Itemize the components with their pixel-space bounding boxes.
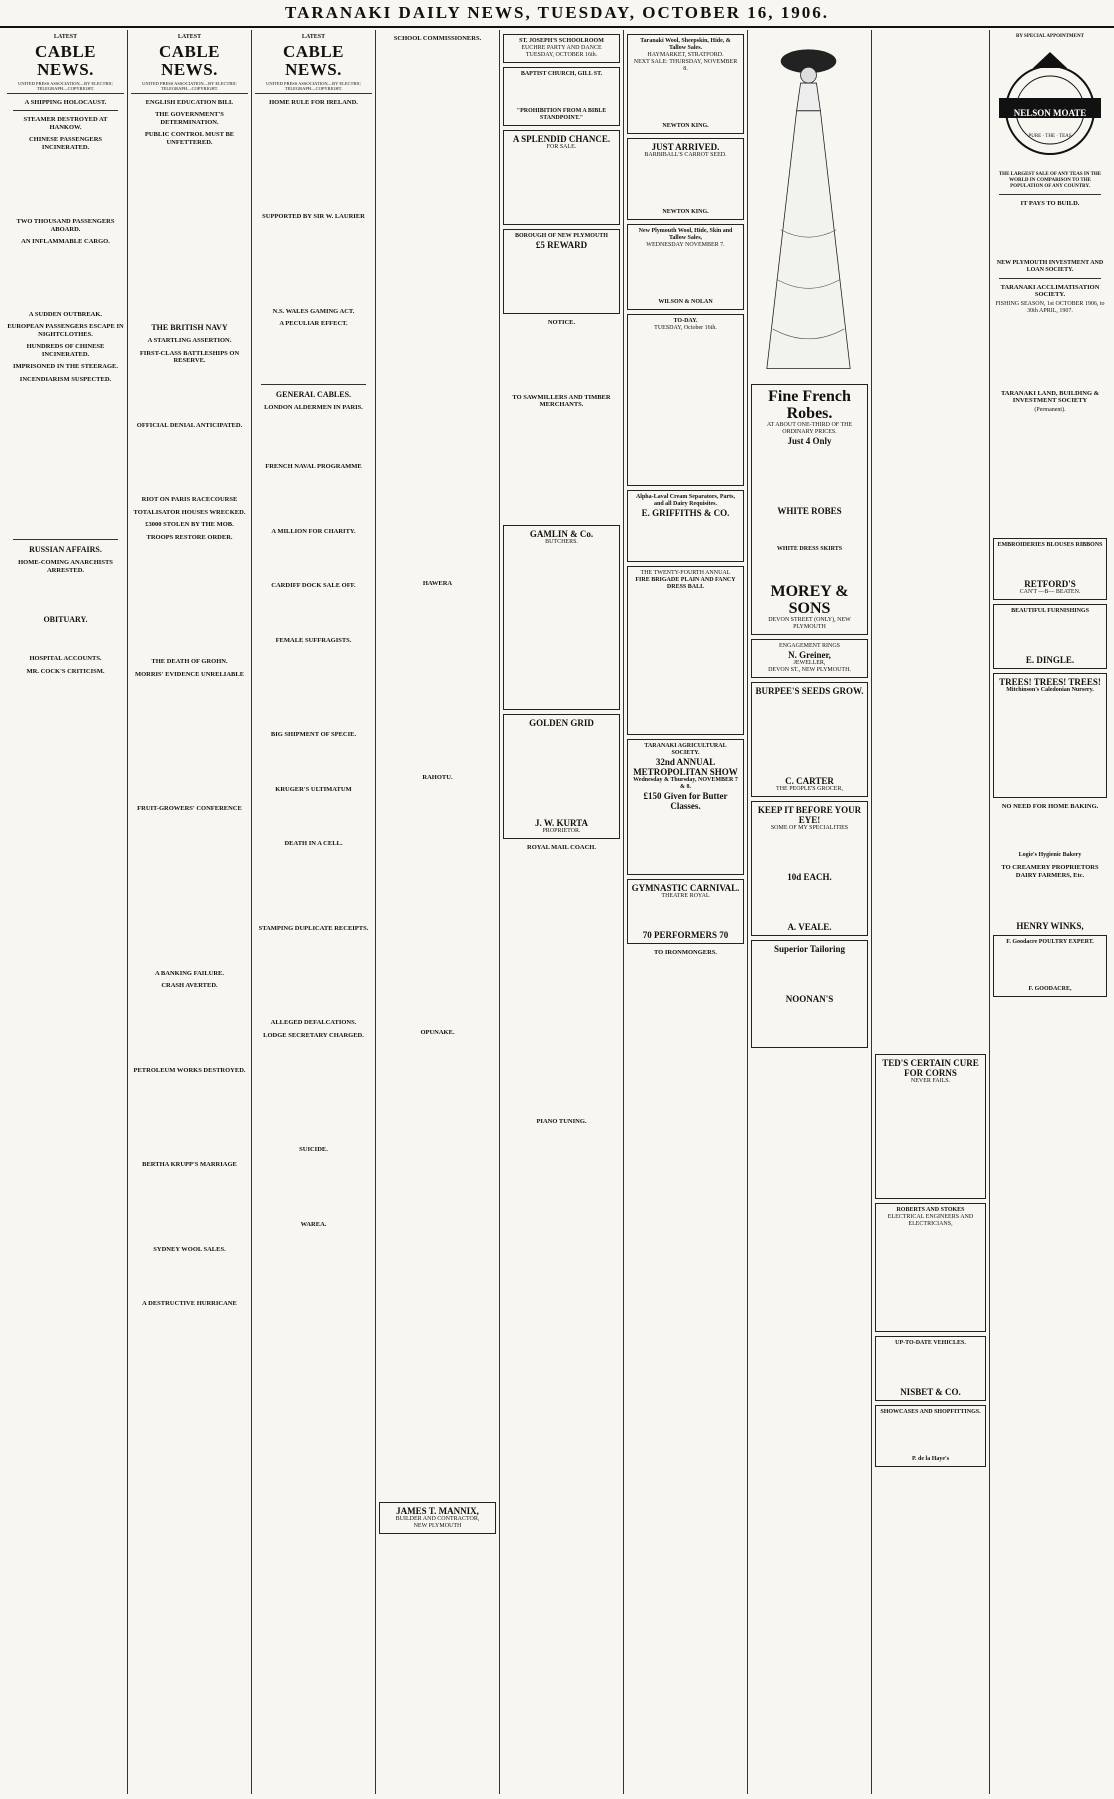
headline: CARDIFF DOCK SALE OFF. xyxy=(271,582,356,590)
advert-golden-grid xyxy=(503,714,620,839)
advert-title: JUST ARRIVED. xyxy=(651,142,720,152)
advert-text: THEATRE ROYAL xyxy=(661,893,710,899)
headline: SCHOOL COMMISSIONERS. xyxy=(393,35,482,42)
advert-text: 70 PERFORMERS 70 xyxy=(642,930,729,940)
advert-title: Alpha-Laval Cream Separators, Parts, and all Dairy Requisites. xyxy=(635,494,736,507)
article-body xyxy=(131,1076,248,1156)
advert-body xyxy=(755,882,864,922)
advert-body xyxy=(631,518,740,558)
advert-text: BARBIBALL'S CARROT SEED. xyxy=(644,152,727,158)
article-body xyxy=(131,1255,248,1295)
advert-body xyxy=(755,1004,864,1044)
article-body xyxy=(255,934,372,1014)
article-body xyxy=(7,153,124,213)
headline: BERTHA KRUPP'S MARRIAGE xyxy=(142,1161,237,1169)
advert-body xyxy=(755,954,864,994)
headline: STEAMER DESTROYED AT HANKOW. xyxy=(23,116,108,131)
advert-title: BURPEE'S SEEDS GROW. xyxy=(755,686,864,696)
column-1 xyxy=(4,30,128,1794)
headline: HAWERA xyxy=(422,579,453,587)
advert-title: SHOWCASES AND SHOPFITTINGS. xyxy=(880,1409,981,1415)
advert-text: FOR SALE. xyxy=(546,144,577,150)
article-body xyxy=(255,223,372,303)
advert-dingle xyxy=(993,604,1107,669)
headline: ALLEGED DEFALCATIONS. xyxy=(270,1019,357,1027)
advert-text: AT ABOUT ONE-THIRD OF THE ORDINARY PRICES. xyxy=(766,422,853,435)
headline: HOME-COMING ANARCHISTS ARRESTED. xyxy=(18,559,113,574)
advert-body xyxy=(755,553,864,583)
advert-body xyxy=(755,832,864,872)
article-body xyxy=(7,248,124,306)
headline: HOSPITAL ACCOUNTS. xyxy=(29,655,102,663)
headline: WAREA. xyxy=(300,1220,327,1228)
headline: FRENCH NAVAL PROGRAMME xyxy=(265,463,362,471)
headline: HOME RULE FOR IRELAND. xyxy=(269,98,358,106)
advert-text: HAYMARKET, STRATFORD. xyxy=(647,52,724,58)
advert-title: BEAUTIFUL FURNISHINGS xyxy=(1011,607,1089,614)
advert-title: TARANAKI AGRICULTURAL SOCIETY. xyxy=(644,743,727,756)
advert-body xyxy=(993,210,1107,260)
divider xyxy=(13,539,118,540)
headline: INCENDIARISM SUSPECTED. xyxy=(19,375,112,383)
column-title: CABLE NEWS. xyxy=(282,41,345,79)
headline: A PECULIAR EFFECT. xyxy=(279,320,348,328)
advert-body xyxy=(997,946,1103,986)
advert-title: BAPTIST CHURCH, GILL ST. xyxy=(520,71,603,77)
advert-body xyxy=(755,516,864,546)
headline: THE GOVERNMENT'S DETERMINATION. xyxy=(155,111,224,126)
advert-gymnastic-carnival xyxy=(627,879,744,944)
article-body xyxy=(379,784,496,1024)
column-2 xyxy=(128,30,252,1794)
column-5 xyxy=(500,30,624,1794)
advert-text: HENRY WINKS, xyxy=(1016,921,1084,931)
advert-text: NEWTON KING. xyxy=(662,123,709,129)
headline: FIRST-CLASS BATTLESHIPS ON RESERVE. xyxy=(139,349,240,365)
article-body xyxy=(255,108,372,208)
advert-text: C. CARTER xyxy=(785,776,834,786)
advert-title: ROBERTS AND STOKES xyxy=(896,1207,965,1213)
column-kicker: LATEST xyxy=(53,34,78,40)
advert-body xyxy=(755,446,864,506)
advert-body xyxy=(755,696,864,776)
headline: STAMPING DUPLICATE RECEIPTS. xyxy=(258,924,369,932)
headline: AN INFLAMMABLE CARGO. xyxy=(21,238,110,246)
headline: TWO THOUSAND PASSENGERS ABOARD. xyxy=(16,218,115,233)
advert-euchre xyxy=(503,34,620,63)
headline: THE DEATH OF GROHN. xyxy=(151,658,228,666)
advert-agricultural-show xyxy=(627,739,744,875)
advert-text: DEVON STREET (ONLY), NEW PLYMOUTH xyxy=(768,617,851,630)
advert-title: TARANAKI ACCLIMATISATION SOCIETY. xyxy=(1000,283,1100,298)
advert-title: A SPLENDID CHANCE. xyxy=(512,134,611,144)
advert-teds-cure xyxy=(875,1054,986,1199)
advert-body xyxy=(997,615,1103,655)
advert-text: A. VEALE. xyxy=(787,922,832,932)
headline: CHINESE PASSENGERS INCINERATED. xyxy=(28,136,103,151)
advert-text: EUCHRE PARTY AND DANCE xyxy=(521,45,602,51)
advert-body xyxy=(507,151,616,221)
advert-splendid-chance xyxy=(503,130,620,225)
advert-title: GYMNASTIC CARNIVAL. xyxy=(631,883,740,893)
advert-keep-it xyxy=(751,801,868,936)
columns xyxy=(4,30,1110,1794)
advert-title: NOTICE. xyxy=(547,319,576,326)
advert-text: 10d EACH. xyxy=(787,872,832,882)
article-body xyxy=(255,1156,372,1216)
column-6 xyxy=(624,30,748,1794)
headline: A SHIPPING HOLOCAUST. xyxy=(24,98,107,106)
column-title: CABLE NEWS. xyxy=(34,41,97,79)
advert-text: RETFORD'S xyxy=(1024,578,1076,589)
headline: TROOPS RESTORE ORDER. xyxy=(146,533,233,541)
advert-text: Just 4 Only xyxy=(787,436,832,446)
advert-wool-sales xyxy=(627,34,744,134)
advert-text: SOME OF MY SPECIALITIES xyxy=(770,825,849,831)
article-body xyxy=(7,385,124,535)
advert-title: ROYAL MAIL COACH. xyxy=(527,843,596,851)
advert-text: NISBET & CO. xyxy=(900,1387,961,1397)
advert-gamlin xyxy=(503,525,620,710)
advert-title: TO SAWMILLERS AND TIMBER MERCHANTS. xyxy=(512,393,611,408)
advert-title: BOROUGH OF NEW PLYMOUTH xyxy=(515,233,608,239)
column-3 xyxy=(252,30,376,1794)
advert-body xyxy=(997,549,1103,579)
advert-showcases xyxy=(875,1405,986,1467)
column-credit: UNITED PRESS ASSOCIATION—BY ELECTRIC TELEGRAPH—COPYRIGHT. xyxy=(255,81,372,94)
article-body xyxy=(7,626,124,650)
advert-text: NEXT SALE: THURSDAY, NOVEMBER 8. xyxy=(633,59,738,72)
advert-alpha-laval xyxy=(627,490,744,562)
divider xyxy=(999,194,1101,195)
advert-title: UP-TO-DATE VEHICLES. xyxy=(895,1340,966,1346)
headline: IMPRISONED IN THE STEERAGE. xyxy=(13,363,118,371)
advert-text: FIRE BRIGADE PLAIN AND FANCY DRESS BALL xyxy=(635,577,736,590)
advert-title: ST. JOSEPH'S SCHOOLROOM xyxy=(519,38,604,44)
article-body xyxy=(255,850,372,920)
advert-body xyxy=(631,332,740,482)
headline: A STARTLING ASSERTION. xyxy=(147,337,232,345)
advert-title: New Plymouth Wool, Hide, Skin and Tallow Sales, xyxy=(638,228,733,241)
advert-title: GAMLIN & Co. xyxy=(529,528,594,539)
advert-text: NEVER FAILS. xyxy=(910,1078,951,1084)
headline: EUROPEAN PASSENGERS ESCAPE IN NIGHTCLOTHES. xyxy=(7,323,124,338)
advert-text: Wednesday & Thursday, NOVEMBER 7 & 8. xyxy=(633,777,738,790)
advert-body xyxy=(503,1128,620,1208)
advert-text: ENGAGEMENT RINGS xyxy=(778,643,841,649)
advert-text: WHITE ROBES xyxy=(777,506,842,516)
divider xyxy=(13,110,118,111)
article-body xyxy=(7,576,124,610)
advert-title: JAMES T. MANNIX, xyxy=(396,1506,479,1516)
article-body xyxy=(255,330,372,380)
advert-body xyxy=(631,811,740,871)
advert-text: CAN'T —B— BEATEN. xyxy=(1019,588,1081,595)
advert-tailoring xyxy=(751,940,868,1048)
column-kicker: LATEST xyxy=(177,34,202,40)
advert-text: E. GRIFFITHS & CO. xyxy=(641,508,730,518)
article-body xyxy=(255,592,372,632)
headline: OBITUARY. xyxy=(43,615,88,625)
headline: LODGE SECRETARY CHARGED. xyxy=(263,1031,364,1039)
headline: ENGLISH EDUCATION BILL xyxy=(145,98,234,106)
article-body xyxy=(131,431,248,491)
advert-text: DEVON ST., NEW PLYMOUTH. xyxy=(768,667,851,673)
advert-text: ELECTRICAL ENGINEERS AND ELECTRICIANS, xyxy=(887,1214,974,1227)
headline: A DESTRUCTIVE HURRICANE xyxy=(142,1300,237,1308)
article-body xyxy=(131,148,248,318)
headline: SYDNEY WOOL SALES. xyxy=(153,1245,226,1253)
advert-text: WILSON & NOLAN xyxy=(658,299,713,305)
advert-text: TUESDAY, OCTOBER 16th. xyxy=(525,52,598,58)
advert-text: Logie's Hygienic Bakery xyxy=(1018,852,1082,858)
logo-tag: PURE · THE · TEAS xyxy=(1028,134,1072,139)
advert-body xyxy=(879,1085,982,1195)
advert-body xyxy=(879,1228,982,1328)
advert-text: MOREY & SONS xyxy=(770,583,849,617)
advert-text: FISHING SEASON, 1st OCTOBER 1906, to 30th APRIL, 1907. xyxy=(995,300,1105,314)
article-body xyxy=(131,815,248,965)
advert-baptist xyxy=(503,67,620,126)
advert-greiner xyxy=(751,639,868,678)
advert-text: NOONAN'S xyxy=(785,994,834,1004)
advert-text: £150 Given for Butter Classes. xyxy=(643,791,728,811)
advert-goodacre xyxy=(993,935,1107,997)
article-body xyxy=(131,367,248,417)
article-body xyxy=(255,741,372,781)
article-body xyxy=(255,1230,372,1430)
advert-trees xyxy=(993,673,1107,798)
advert-body xyxy=(631,159,740,209)
masthead-title: TARANAKI DAILY NEWS, TUESDAY, OCTOBER 16, 1906. xyxy=(285,3,829,22)
headline: THE BRITISH NAVY xyxy=(151,323,228,333)
advert-carrot-seed xyxy=(627,138,744,220)
logo-name: NELSON MOATE xyxy=(1013,108,1087,118)
advert-body xyxy=(627,959,744,1039)
advert-body xyxy=(507,546,616,706)
advert-body xyxy=(993,315,1107,385)
article-body xyxy=(131,680,248,800)
headline: RIOT ON PARIS RACECOURSE xyxy=(141,496,238,504)
advert-text: NEW PLYMOUTH INVESTMENT AND LOAN SOCIETY. xyxy=(996,259,1104,273)
advert-title: TO CREAMERY PROPRIETORS DAIRY FARMERS, Etc. xyxy=(1001,864,1099,879)
advert-text: Mitchinson's Caledonian Nursery. xyxy=(1006,686,1094,693)
headline: SUPPORTED BY SIR W. LAURIER xyxy=(262,213,365,221)
advert-text: JEWELLER, xyxy=(793,660,826,666)
advert-text: F. GOODACRE, xyxy=(1028,986,1072,992)
advert-text: "PROHIBITION FROM A BIBLE STANDPOINT." xyxy=(516,108,607,121)
advert-text: 32nd ANNUAL METROPOLITAN SHOW xyxy=(633,757,738,777)
advert-body xyxy=(879,1416,982,1456)
advert-title: PIANO TUNING. xyxy=(536,1118,587,1125)
headline: OPUNAKE. xyxy=(420,1028,455,1036)
advert-text: (Permanent). xyxy=(1034,406,1066,413)
headline: LONDON ALDERMEN IN PARIS. xyxy=(264,403,363,411)
advert-title: TO-DAY. xyxy=(673,318,698,324)
masthead xyxy=(0,0,1114,28)
advert-title: Taranaki Wool, Sheepskin, Hide, & Tallow Sales. xyxy=(640,38,731,51)
advert-roberts-stokes xyxy=(875,1203,986,1332)
article-body xyxy=(255,537,372,577)
advert-text: BUILDER AND CONTRACTOR, xyxy=(395,1516,480,1522)
article-body xyxy=(379,45,496,575)
advert-title: KEEP IT BEFORE YOUR EYE! xyxy=(757,805,862,825)
headline: £3000 STOLEN BY THE MOB. xyxy=(145,521,234,529)
advert-title: NO NEED FOR HOME BAKING. xyxy=(1001,802,1099,810)
advert-text: P. de la Haye's xyxy=(911,1456,950,1462)
article-body xyxy=(131,543,248,653)
advert-burpee xyxy=(751,682,868,797)
advert-body xyxy=(507,728,616,818)
headline: RAHOTU. xyxy=(422,774,453,781)
advert-title: Superior Tailoring xyxy=(773,944,846,954)
advert-title: EMBROIDERIES BLOUSES RIBBONS xyxy=(997,541,1103,548)
headline: MR. COCK'S CRITICISM. xyxy=(26,667,105,675)
column-4 xyxy=(376,30,500,1794)
advert-body xyxy=(997,694,1103,794)
article-body xyxy=(131,992,248,1062)
column-kicker: LATEST xyxy=(301,34,326,40)
headline: TOTALISATOR HOUSES WRECKED. xyxy=(133,508,246,516)
advert-body xyxy=(993,881,1107,921)
advert-reward xyxy=(503,229,620,314)
headline: GENERAL CABLES. xyxy=(275,389,352,399)
seal-top-text: BY SPECIAL APPOINTMENT xyxy=(1016,34,1084,39)
advert-title: GOLDEN GRID xyxy=(529,717,594,728)
headline: MORRIS' EVIDENCE UNRELIABLE xyxy=(134,670,245,678)
advert-text: BUTCHERS. xyxy=(545,538,578,545)
headline: N.S. WALES GAMING ACT. xyxy=(272,307,355,315)
article-body xyxy=(131,1171,248,1241)
article-body xyxy=(255,413,372,458)
advert-retford xyxy=(993,538,1107,600)
advert-text: £5 REWARD xyxy=(535,240,588,250)
advert-auction xyxy=(627,314,744,486)
article-body xyxy=(379,589,496,769)
advert-text: J. W. KURTA xyxy=(534,817,589,828)
column-credit: UNITED PRESS ASSOCIATION—BY ELECTRIC TELEGRAPH—COPYRIGHT. xyxy=(7,81,124,94)
advert-text: TUESDAY, October 16th. xyxy=(654,325,717,331)
advert-title: F. Goodacre POULTRY EXPERT. xyxy=(1006,939,1094,945)
headline: PUBLIC CONTROL MUST BE UNFETTERED. xyxy=(144,131,235,146)
headline: KRUGER'S ULTIMATUM xyxy=(275,785,352,793)
advert-text: NEWTON KING. xyxy=(662,209,709,215)
advert-body xyxy=(503,853,620,1113)
advert-body xyxy=(993,414,1107,534)
article-body xyxy=(255,473,372,523)
headline: OFFICIAL DENIAL ANTICIPATED. xyxy=(136,421,243,429)
advert-body xyxy=(631,900,740,930)
advert-body xyxy=(631,73,740,123)
advert-text: THE PEOPLE'S GROCER, xyxy=(776,786,843,792)
headline: DEATH IN A CELL. xyxy=(284,840,343,848)
advert-np-wool-sales xyxy=(627,224,744,310)
advert-body xyxy=(503,329,620,389)
advert-body xyxy=(631,249,740,299)
lady-robe-illustration xyxy=(751,30,868,380)
advert-body xyxy=(503,411,620,521)
advert-fire-brigade-ball xyxy=(627,566,744,735)
logo-tagline: THE LARGEST SALE OF ANY TEAS IN THE WORLD IN COMPARISON TO THE POPULATION OF ANY COUNTRY. xyxy=(998,172,1102,189)
advert-title: TARANAKI LAND, BUILDING & INVESTMENT SOCIETY xyxy=(1000,389,1100,404)
divider xyxy=(999,278,1101,279)
advert-mannix xyxy=(379,1502,496,1534)
headline: BIG SHIPMENT OF SPECIE. xyxy=(270,731,357,739)
column-title: CABLE NEWS. xyxy=(158,41,221,79)
headline: FRUIT-GROWERS' CONFERENCE xyxy=(137,805,242,813)
article-body xyxy=(379,1538,496,1658)
column-8 xyxy=(872,30,990,1794)
advert-body xyxy=(993,812,1107,852)
advert-body xyxy=(875,30,986,1050)
headline: CRASH AVERTED. xyxy=(161,982,218,990)
advert-vehicles xyxy=(875,1336,986,1401)
advert-title: N. Greiner, xyxy=(788,650,831,660)
advert-text: NEW PLYMOUTH xyxy=(413,1523,462,1529)
article-body xyxy=(255,1041,372,1141)
advert-body xyxy=(507,250,616,310)
headline: A SUDDEN OUTBREAK. xyxy=(28,310,103,318)
advert-body xyxy=(631,591,740,731)
article-body xyxy=(7,677,124,1477)
column-7 xyxy=(748,30,872,1794)
advert-text: PROPRIETOR. xyxy=(542,827,581,834)
advert-title: THE TWENTY-FOURTH ANNUAL xyxy=(640,570,731,576)
divider xyxy=(261,384,366,385)
advert-title: IT PAYS TO BUILD. xyxy=(1020,200,1080,207)
advert-title: TED'S CERTAIN CURE FOR CORNS xyxy=(882,1058,979,1078)
advert-french-robes xyxy=(751,384,868,635)
article-body xyxy=(131,1310,248,1370)
headline: A MILLION FOR CHARITY. xyxy=(271,527,356,535)
article-body xyxy=(255,646,372,726)
column-9 xyxy=(990,30,1110,1794)
headline: HUNDREDS OF CHINESE INCINERATED. xyxy=(26,343,105,358)
advert-title: TO IRONMONGERS. xyxy=(653,949,718,956)
headline: SUICIDE. xyxy=(299,1146,328,1154)
headline: FEMALE SUFFRAGISTS. xyxy=(275,636,352,644)
advert-body xyxy=(507,78,616,108)
advert-text: WEDNESDAY NOVEMBER 7. xyxy=(646,242,725,248)
article-body xyxy=(379,1038,496,1498)
column-credit: UNITED PRESS ASSOCIATION—BY ELECTRIC TELEGRAPH—COPYRIGHT. xyxy=(131,81,248,94)
headline: PETROLEUM WORKS DESTROYED. xyxy=(133,1066,246,1074)
advert-text: WHITE DRESS SKIRTS xyxy=(776,546,843,552)
article-body xyxy=(255,795,372,835)
advert-title: TREES! TREES! TREES! xyxy=(999,676,1101,687)
advert-text: E. DINGLE. xyxy=(1025,654,1075,665)
headline: RUSSIAN AFFAIRS. xyxy=(29,545,102,555)
headline: A BANKING FAILURE. xyxy=(154,969,225,977)
advert-body xyxy=(879,1347,982,1387)
advert-title: Fine French Robes. xyxy=(768,388,851,422)
